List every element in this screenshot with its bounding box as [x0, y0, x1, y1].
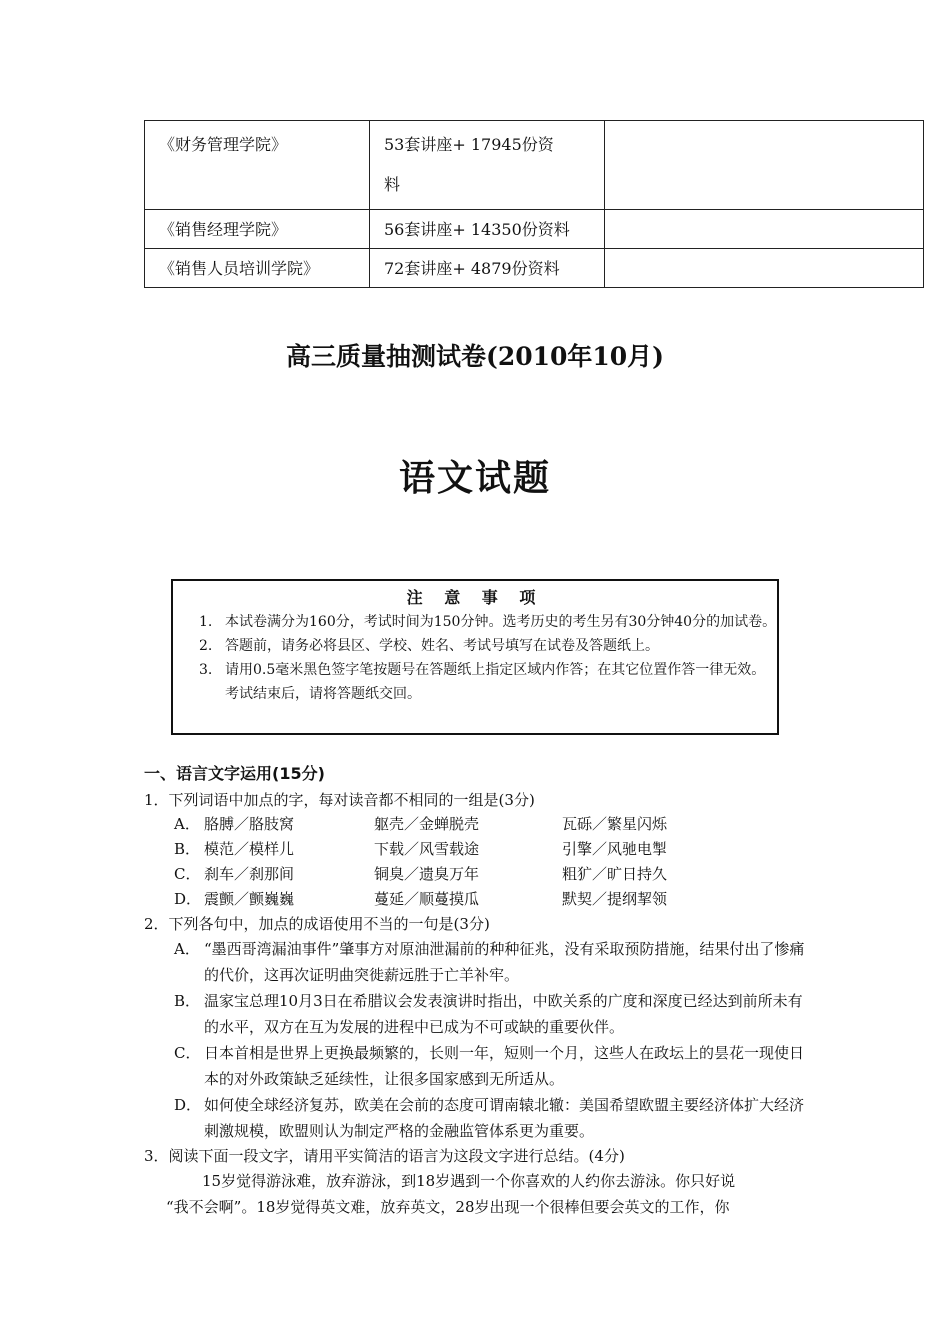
section-content	[144, 760, 814, 1220]
table-cell-desc	[370, 121, 605, 210]
option-pair: 引擎／风驰电掣	[562, 840, 668, 858]
sentence-option	[144, 1040, 814, 1092]
notice-item-number: 1.	[199, 614, 213, 630]
option-pair: 模范／模样儿	[204, 840, 295, 858]
option-text: 如何使全球经济复苏，欧美在会前的态度可谓南辕北辙：美国希望欧盟主要经济体扩大经济刺激规模，欧盟则认为制定严格的金融监管体系更为重要。	[204, 1096, 805, 1140]
table-cell-name: 《财务管理学院》	[145, 121, 370, 210]
option-row	[174, 837, 814, 862]
table-cell-extra	[605, 121, 924, 210]
table-cell-desc: 56套讲座+ 14350份资料	[370, 210, 605, 249]
sentence-option	[144, 1092, 814, 1144]
option-pair: 下载／风雪载途	[374, 840, 480, 858]
table-row	[145, 121, 924, 210]
notice-item-number: 2.	[199, 638, 213, 654]
notice-item	[173, 610, 777, 634]
option-label: C．	[174, 1044, 201, 1062]
option-pair: 刹车／刹那间	[204, 865, 295, 883]
option-row	[174, 862, 814, 887]
notice-item	[173, 658, 777, 706]
option-label: D．	[174, 890, 202, 908]
resource-table	[144, 120, 924, 288]
question-3-stem: 3．阅读下面一段文字，请用平实简洁的语言为这段文字进行总结。(4分)	[144, 1147, 625, 1165]
table-cell-extra	[605, 210, 924, 249]
table-cell-desc-line: 53套讲座+ 17945份资	[384, 135, 554, 154]
option-label: A．	[174, 940, 200, 958]
option-row	[174, 812, 814, 837]
question-1-options	[144, 812, 814, 912]
question-1-stem: 1．下列词语中加点的字，每对读音都不相同的一组是(3分)	[144, 791, 535, 809]
passage-line: 15岁觉得游泳难，放弃游泳，到18岁遇到一个你喜欢的人约你去游泳。你只好说	[202, 1172, 736, 1190]
table-cell-extra	[605, 249, 924, 288]
option-pair: 粗犷／旷日持久	[562, 865, 668, 883]
notice-item-text: 本试卷满分为160分，考试时间为150分钟。选考历史的考生另有30分钟40分的加试卷。	[225, 614, 777, 630]
table-cell-name: 《销售经理学院》	[145, 210, 370, 249]
notice-title: 注 意 事 项	[406, 588, 544, 607]
question-2-stem: 2．下列各句中，加点的成语使用不当的一句是(3分)	[144, 915, 490, 933]
option-pair: 蔓延／顺蔓摸瓜	[374, 890, 480, 908]
notice-box	[171, 579, 779, 735]
option-label: C．	[174, 865, 201, 883]
option-label: B．	[174, 840, 201, 858]
option-label: D．	[174, 1096, 202, 1114]
option-pair: 震颤／颤巍巍	[204, 890, 295, 908]
option-text: “墨西哥湾漏油事件”肇事方对原油泄漏前的种种征兆，没有采取预防措施，结果付出了惨痛的代价，这再次证明曲突徙薪远胜于亡羊补牢。	[204, 940, 805, 984]
section-heading: 一、语言文字运用(15分)	[144, 764, 325, 783]
notice-item	[173, 634, 777, 658]
option-pair: 胳膊／胳肢窝	[204, 815, 295, 833]
notice-item-text: 答题前，请务必将县区、学校、姓名、考试号填写在试卷及答题纸上。	[225, 638, 659, 654]
option-text: 温家宝总理10月3日在希腊议会发表演讲时指出，中欧关系的广度和深度已经达到前所未有的水平，双方在互为发展的进程中已成为不可或缺的重要伙伴。	[204, 992, 803, 1036]
option-label: A．	[174, 815, 200, 833]
table-cell-name: 《销售人员培训学院》	[145, 249, 370, 288]
table-row	[145, 210, 924, 249]
option-row	[174, 887, 814, 912]
table-cell-desc-line: 料	[384, 175, 401, 194]
passage-line: “我不会啊”。18岁觉得英文难，放弃英文，28岁出现一个很棒但要会英文的工作，你	[166, 1198, 730, 1216]
exam-title: 语文试题	[398, 457, 551, 499]
exam-subtitle: 高三质量抽测试卷(2010年10月)	[285, 342, 665, 371]
notice-item-text: 请用0.5毫米黑色签字笔按题号在答题纸上指定区域内作答；在其它位置作答一律无效。考试结束后，请将答题纸交回。	[225, 662, 766, 702]
sentence-option	[144, 936, 814, 988]
option-pair: 默契／提纲挈领	[562, 890, 668, 908]
reading-passage	[144, 1168, 814, 1220]
sentence-option	[144, 988, 814, 1040]
option-pair: 瓦砾／繁星闪烁	[562, 815, 668, 833]
table-row	[145, 249, 924, 288]
notice-item-number: 3.	[199, 662, 213, 678]
option-label: B．	[174, 992, 201, 1010]
table-cell-desc: 72套讲座+ 4879份资料	[370, 249, 605, 288]
option-text: 日本首相是世界上更换最频繁的，长则一年，短则一个月，这些人在政坛上的昙花一现使日本的对外政策缺乏延续性，让很多国家感到无所适从。	[204, 1044, 805, 1088]
option-pair: 铜臭／遗臭万年	[374, 865, 480, 883]
option-pair: 躯壳／金蝉脱壳	[374, 815, 480, 833]
